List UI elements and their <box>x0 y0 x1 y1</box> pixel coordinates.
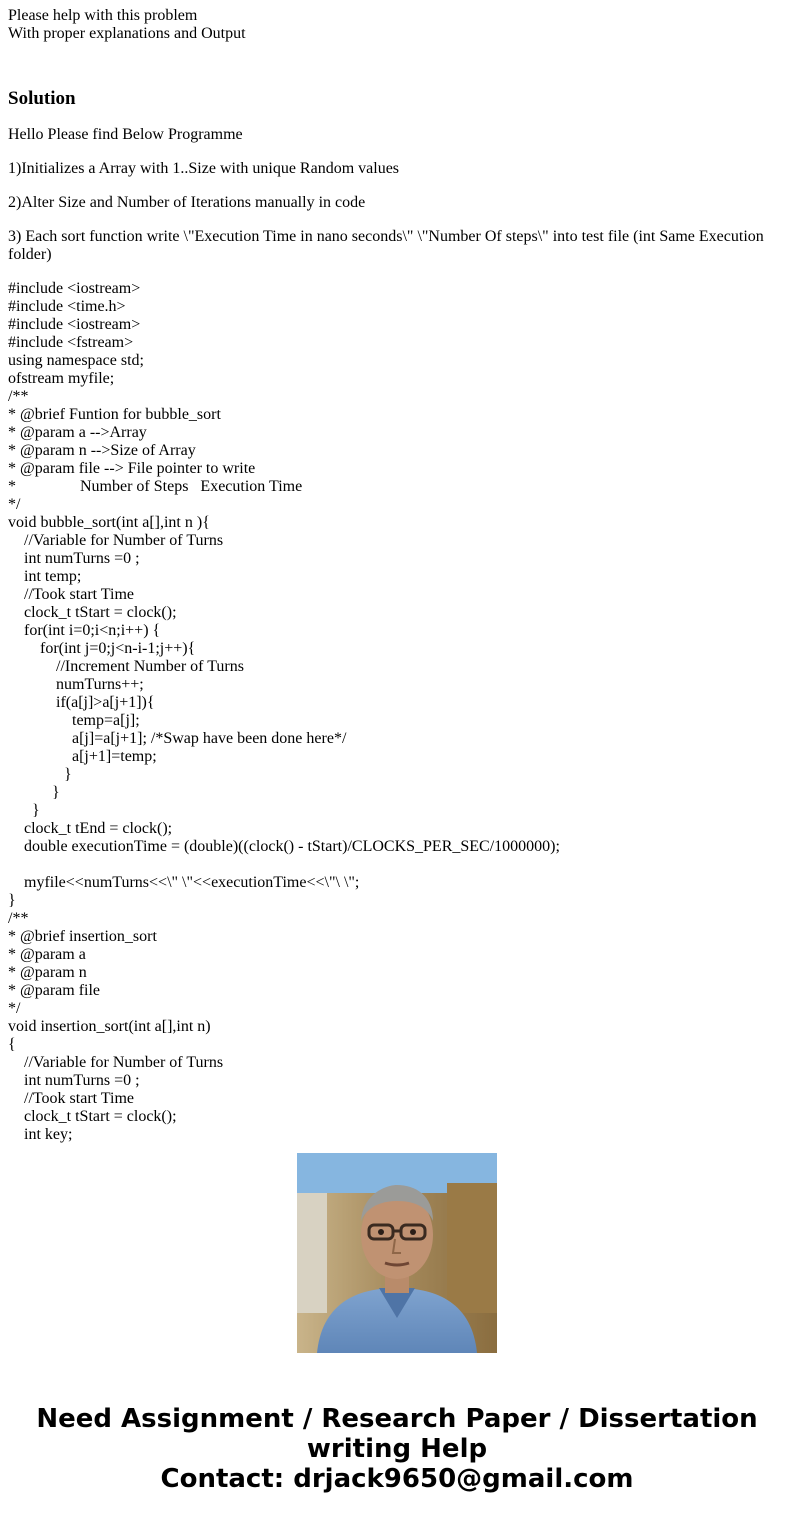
code-line: } <box>8 802 40 819</box>
code-line: int numTurns =0 ; <box>8 1072 140 1089</box>
code-line: double executionTime = (double)((clock() - tStart)/CLOCKS_PER_SEC/1000000); <box>8 838 560 855</box>
code-line: } <box>8 892 16 909</box>
code-line: a[j]=a[j+1]; /*Swap have been done here*/ <box>8 730 347 747</box>
code-line: //Variable for Number of Turns <box>8 1054 224 1071</box>
code-line: myfile<<numTurns<<\" \"<<executionTime<<\"\ \"; <box>8 874 360 891</box>
code-line: /** <box>8 388 29 405</box>
code-line: * @param n -->Size of Array <box>8 442 196 459</box>
solution-intro: Hello Please find Below Programme <box>8 126 243 143</box>
code-line: #include <iostream> <box>8 280 141 297</box>
question-block <box>8 7 786 43</box>
solution-point: 1)Initializes a Array with 1..Size with unique Random values <box>8 160 400 177</box>
code-line: } <box>8 784 60 801</box>
code-line: * @param file <box>8 982 101 999</box>
code-line: //Increment Number of Turns <box>8 658 244 675</box>
code-block <box>8 280 786 1143</box>
code-line: */ <box>8 496 21 513</box>
code-line: int numTurns =0 ; <box>8 550 140 567</box>
banner-line: Need Assignment / Research Paper / Dissertation <box>36 1404 758 1434</box>
question-line: Please help with this problem <box>8 7 198 24</box>
code-line: /** <box>8 910 29 927</box>
code-line: * @brief Funtion for bubble_sort <box>8 406 221 423</box>
author-avatar <box>297 1153 497 1353</box>
banner-contact: Contact: drjack9650@gmail.com <box>160 1464 634 1494</box>
question-line: With proper explanations and Output <box>8 25 246 42</box>
code-line: * @param a -->Array <box>8 424 147 441</box>
code-line: #include <fstream> <box>8 334 134 351</box>
code-line: #include <iostream> <box>8 316 141 333</box>
code-line: } <box>8 766 72 783</box>
code-line: * Number of Steps Execution Time <box>8 478 303 495</box>
solution-heading: Solution <box>8 88 76 109</box>
code-line: * @param file --> File pointer to write <box>8 460 256 477</box>
contact-banner <box>0 1404 794 1494</box>
code-line: * @param n <box>8 964 87 981</box>
code-line: //Took start Time <box>8 586 135 603</box>
code-line: * @param a <box>8 946 86 963</box>
banner-line: writing Help <box>306 1434 488 1464</box>
code-line: //Took start Time <box>8 1090 135 1107</box>
code-line: numTurns++; <box>8 676 144 693</box>
document-content <box>8 7 786 1143</box>
code-line: using namespace std; <box>8 352 144 369</box>
code-line: clock_t tEnd = clock(); <box>8 820 173 837</box>
code-line: #include <time.h> <box>8 298 126 315</box>
code-line: for(int j=0;j<n-i-1;j++){ <box>8 640 196 657</box>
code-line: for(int i=0;i<n;i++) { <box>8 622 161 639</box>
code-line: { <box>8 1036 16 1053</box>
code-line: clock_t tStart = clock(); <box>8 604 177 621</box>
code-line: void bubble_sort(int a[],int n ){ <box>8 514 210 531</box>
author-photo <box>297 1153 497 1353</box>
code-line: int temp; <box>8 568 82 585</box>
code-line <box>8 856 786 874</box>
code-line: int key; <box>8 1126 73 1143</box>
code-line: ofstream myfile; <box>8 370 115 387</box>
code-line: void insertion_sort(int a[],int n) <box>8 1018 211 1035</box>
code-line: temp=a[j]; <box>8 712 140 729</box>
solution-point: 3) Each sort function write \"Execution Time in nano seconds\" \"Number Of steps\" into test file (int Same Execution folder) <box>8 228 764 263</box>
code-line: */ <box>8 1000 21 1017</box>
code-line: a[j+1]=temp; <box>8 748 157 765</box>
code-line: //Variable for Number of Turns <box>8 532 224 549</box>
code-line: if(a[j]>a[j+1]){ <box>8 694 155 711</box>
code-line: clock_t tStart = clock(); <box>8 1108 177 1125</box>
solution-point: 2)Alter Size and Number of Iterations manually in code <box>8 194 366 211</box>
code-line: * @brief insertion_sort <box>8 928 157 945</box>
